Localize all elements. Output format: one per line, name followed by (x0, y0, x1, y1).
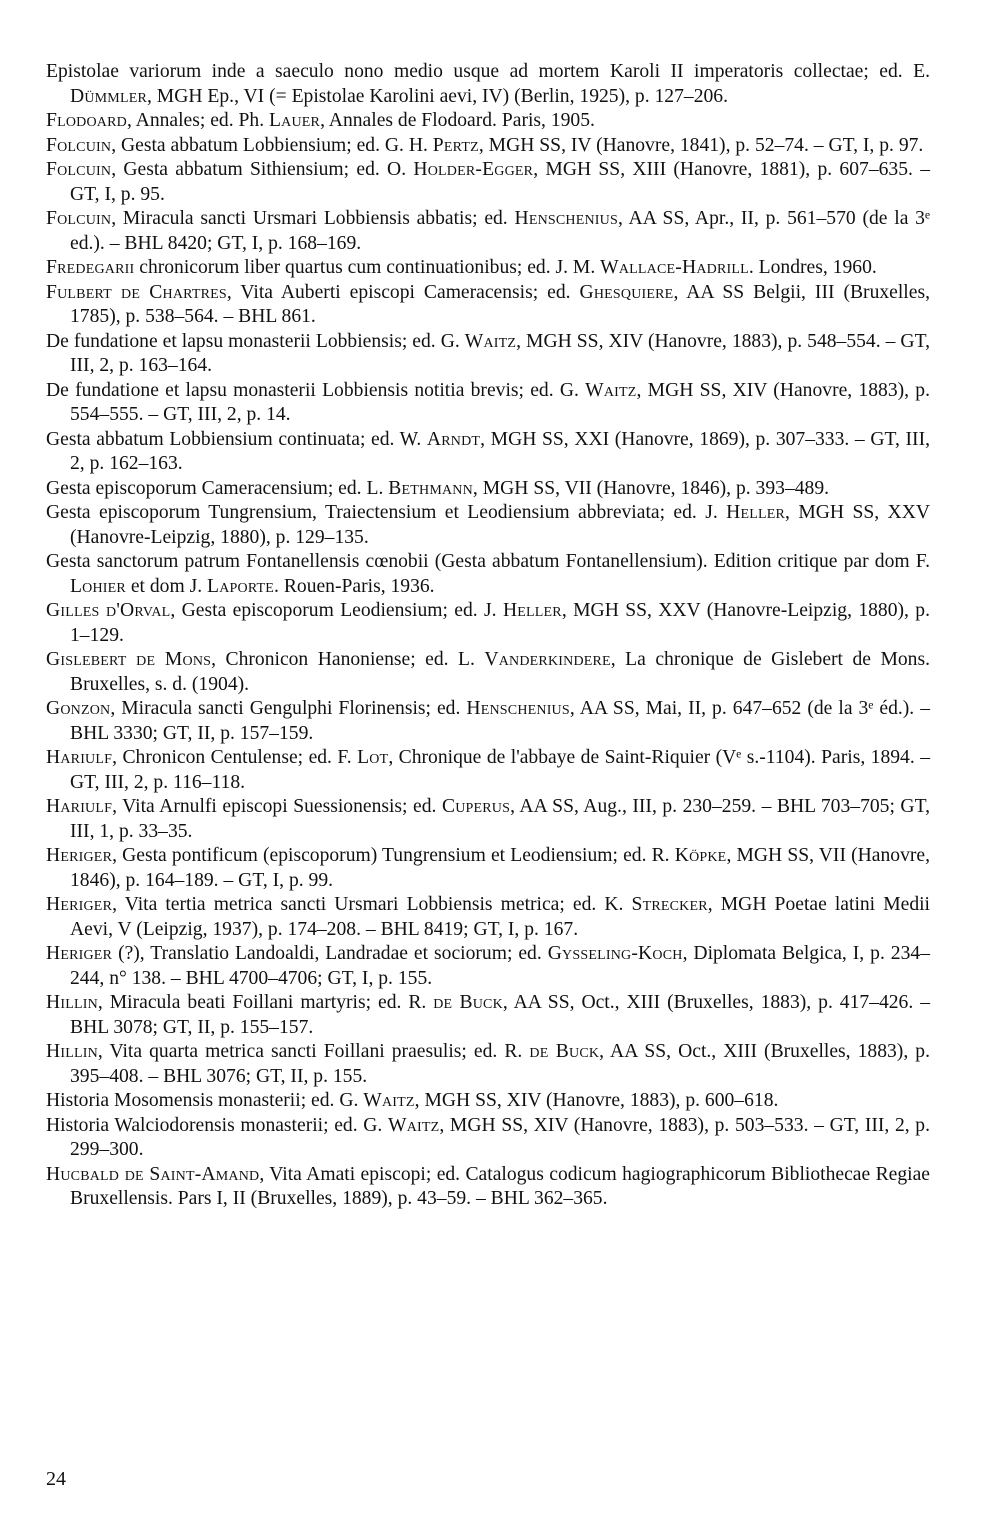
entry-text: , Vita Auberti episcopi Cameracensis; ed. (226, 281, 580, 303)
entry-text: , MGH Ep., VI (= Epistolae Karolini aevi, IV) (Berlin, 1925), p. 127–206. (147, 85, 728, 107)
entry-text: , Vita tertia metrica sancti Ursmari Lobbiensis metrica; ed. K. (112, 894, 632, 915)
entry-text: , Gesta episcoporum Leodiensium; ed. J. (170, 600, 503, 621)
entry-text: , MGH SS, VII (Hanovre, 1846), p. 393–489. (472, 477, 830, 499)
author-name: Waitz (585, 379, 637, 401)
bibliography-entry (46, 893, 930, 942)
entry-text: , Gesta abbatum Lobbiensium; ed. G. H. (111, 134, 433, 156)
author-name: Gysseling-Koch (547, 943, 683, 964)
entry-text: , Miracula sancti Gengulphi Florinensis; ed. (110, 698, 467, 719)
entry-text: Gesta episcoporum Cameracensium; ed. L. (46, 477, 389, 499)
author-name: Gislebert de Mons (46, 649, 212, 670)
bibliography-entry (46, 158, 930, 207)
entry-text: , AA SS, Aug., III, p. 230–259. – BHL 703–705; GT, III, 1, p. 33–35. (70, 796, 930, 842)
bibliography-entry (46, 599, 930, 648)
author-name: Cuperus (441, 796, 511, 817)
author-name: Hariulf (46, 796, 113, 817)
bibliography-entry (46, 550, 930, 599)
bibliography-entry (46, 501, 930, 550)
entry-text: Epistolae variorum inde a saeculo nono medio usque ad mortem Karoli II imperatoris collectae; ed. E. (46, 61, 930, 82)
bibliography-entry (46, 648, 930, 697)
entry-text: , Gesta pontificum (episcoporum) Tungrensium et Leodiensium; ed. R. (112, 845, 675, 866)
entry-text: Historia Mosomensis monasterii; ed. G. (46, 1090, 364, 1111)
author-name: Wallace-Hadrill (600, 257, 749, 278)
entry-text: , Chronicon Centulense; ed. F. (112, 747, 358, 768)
entry-text: , MGH SS, VII (Hanovre, 1846), p. 164–189. – GT, I, p. 99. (70, 845, 930, 891)
author-name: Hariulf (46, 747, 113, 768)
entry-text: chronicorum liber quartus cum continuationibus; ed. J. M. (134, 257, 601, 278)
entry-text: Gesta sanctorum patrum Fontanellensis cœnobii (Gesta abbatum Fontanellensium). Edition critique par dom F. (46, 551, 930, 572)
entry-text: , MGH SS, XXV (Hanovre-Leipzig, 1880), p. 129–135. (70, 502, 930, 548)
author-name: Waitz (388, 1114, 440, 1136)
bibliography-entry (46, 991, 930, 1040)
entry-text: , MGH SS, XIV (Hanovre, 1883), p. 554–555. – GT, III, 2, p. 14. (70, 379, 930, 425)
entry-text: . Londres, 1960. (748, 257, 877, 278)
author-name: Heriger (46, 894, 113, 915)
entry-text: , AA SS, Oct., XIII (Bruxelles, 1883), p. 417–426. – BHL 3078; GT, II, p. 155–157. (70, 992, 930, 1038)
author-name: Heriger (46, 943, 113, 964)
entry-text: , MGH SS, IV (Hanovre, 1841), p. 52–74. – GT, I, p. 97. (478, 134, 924, 156)
author-name: Laporte (207, 575, 275, 597)
author-name: Lohier (70, 575, 126, 597)
author-name: Folcuin (46, 134, 112, 156)
author-name: Fulbert de Chartres (46, 281, 227, 303)
entry-text: , MGH SS, XIII (Hanovre, 1881), p. 607–635. – GT, I, p. 95. (70, 159, 930, 205)
author-name: de Buck (529, 1041, 600, 1062)
author-name: Folcuin (46, 208, 112, 229)
entry-text: , Vita quarta metrica sancti Foillani praesulis; ed. R. (97, 1041, 530, 1062)
entry-text: . Rouen-Paris, 1936. (274, 575, 435, 597)
entry-text: , MGH SS, XIV (Hanovre, 1883), p. 600–618. (414, 1090, 779, 1111)
entry-text: , Miracula beati Foillani martyris; ed. R. (97, 992, 434, 1013)
author-name: Hillin (46, 992, 98, 1013)
bibliography-list (46, 60, 930, 1212)
entry-text: , Gesta abbatum Sithiensium; ed. O. (111, 159, 414, 180)
entry-text: , MGH SS, XIV (Hanovre, 1883), p. 548–554. – GT, III, 2, p. 163–164. (70, 330, 930, 376)
entry-text: , La chronique de Gislebert de Mons. Bruxelles, s. d. (1904). (70, 649, 930, 695)
author-name: Lauer (269, 110, 321, 131)
entry-text: , Vita Amati episcopi; ed. Catalogus codicum hagiographicorum Bibliothecae Regiae Bruxellensis. Pars I, II (Bruxelles, 1889), p. 43–59. – BHL 362–365. (70, 1163, 930, 1209)
author-name: Holder-Egger (413, 159, 534, 180)
bibliography-entry (46, 109, 930, 134)
entry-text: , Annales; ed. Ph. (126, 110, 269, 131)
bibliography-entry (46, 60, 930, 109)
entry-text: , MGH SS, XXV (Hanovre-Leipzig, 1880), p. 1–129. (70, 600, 930, 646)
bibliography-entry (46, 795, 930, 844)
author-name: Waitz (464, 330, 517, 352)
entry-text: , Annales de Flodoard. Paris, 1905. (320, 110, 595, 131)
author-name: Hucbald de Saint-Amand (46, 1163, 260, 1185)
author-name: Ghesquiere (579, 281, 674, 303)
bibliography-entry (46, 844, 930, 893)
author-name: Vanderkindere (484, 649, 611, 670)
bibliography-entry (46, 746, 930, 795)
entry-text: , AA SS, Apr., II, p. 561–570 (de la 3ᵉ ed.). – BHL 8420; GT, I, p. 168–169. (70, 208, 930, 254)
author-name: Fredegarii (46, 257, 135, 278)
author-name: Arndt (426, 428, 481, 450)
author-name: Henschenius (514, 208, 618, 229)
author-name: Hillin (46, 1041, 98, 1062)
entry-text: De fundatione et lapsu monasterii Lobbiensis notitia brevis; ed. G. (46, 379, 586, 401)
entry-text: , Diplomata Belgica, I, p. 234–244, n° 138. – BHL 4700–4706; GT, I, p. 155. (70, 943, 930, 989)
bibliography-entry (46, 1163, 930, 1212)
author-name: Heller (726, 502, 786, 523)
entry-text: , Miracula sancti Ursmari Lobbiensis abbatis; ed. (111, 208, 515, 229)
author-name: Dümmler (70, 85, 147, 107)
bibliography-entry (46, 1040, 930, 1089)
entry-text: Gesta abbatum Lobbiensium continuata; ed. W. (46, 428, 427, 450)
author-name: Waitz (363, 1090, 415, 1111)
bibliography-entry (46, 134, 930, 159)
entry-text: , Chronique de l'abbaye de Saint-Riquier (Vᵉ s.-1104). Paris, 1894. – GT, III, 2, p. 116–118. (70, 747, 930, 793)
author-name: Strecker (631, 894, 708, 915)
page-number: 24 (46, 1468, 66, 1490)
author-name: Köpke (674, 845, 727, 866)
entry-text: , MGH SS, XIV (Hanovre, 1883), p. 503–533. – GT, III, 2, p. 299–300. (70, 1114, 931, 1160)
entry-text: , AA SS, Mai, II, p. 647–652 (de la 3ᵉ éd.). – BHL 3330; GT, II, p. 157–159. (70, 698, 930, 744)
entry-text: , MGH SS, XXI (Hanovre, 1869), p. 307–333. – GT, III, 2, p. 162–163. (70, 428, 930, 474)
entry-text: , AA SS Belgii, III (Bruxelles, 1785), p. 538–564. – BHL 861. (70, 281, 930, 327)
author-name: Heriger (46, 845, 113, 866)
bibliography-entry (46, 379, 930, 428)
bibliography-entry (46, 256, 930, 281)
bibliography-entry (46, 330, 930, 379)
entry-text: et dom J. (125, 575, 208, 597)
bibliography-entry (46, 207, 930, 256)
entry-text: , AA SS, Oct., XIII (Bruxelles, 1883), p. 395–408. – BHL 3076; GT, II, p. 155. (70, 1041, 930, 1087)
author-name: Gonzon (46, 698, 111, 719)
author-name: Heller (502, 600, 562, 621)
entry-text: (?), Translatio Landoaldi, Landradae et sociorum; ed. (112, 943, 548, 964)
author-name: Folcuin (46, 159, 112, 180)
bibliography-entry (46, 477, 930, 502)
entry-text: De fundatione et lapsu monasterii Lobbiensis; ed. G. (46, 330, 465, 352)
author-name: Gilles d'Orval (46, 600, 171, 621)
bibliography-entry (46, 428, 930, 477)
bibliography-entry (46, 697, 930, 746)
author-name: Henschenius (466, 698, 570, 719)
author-name: de Buck (433, 992, 503, 1013)
bibliography-entry (46, 1114, 930, 1163)
entry-text: , Chronicon Hanoniense; ed. L. (211, 649, 485, 670)
bibliography-entry (46, 281, 930, 330)
bibliography-entry (46, 1089, 930, 1114)
author-name: Flodoard (46, 110, 127, 131)
entry-text: Gesta episcoporum Tungrensium, Traiectensium et Leodiensium abbreviata; ed. J. (46, 502, 727, 523)
entry-text: Historia Walciodorensis monasterii; ed. G. (46, 1114, 388, 1136)
entry-text: , Vita Arnulfi episcopi Suessionensis; ed. (112, 796, 442, 817)
bibliography-entry (46, 942, 930, 991)
author-name: Bethmann (388, 477, 473, 499)
author-name: Pertz (432, 134, 479, 156)
entry-text: , MGH Poetae latini Medii Aevi, V (Leipzig, 1937), p. 174–208. – BHL 8419; GT, I, p. 167. (70, 894, 931, 940)
author-name: Lot (357, 747, 389, 768)
